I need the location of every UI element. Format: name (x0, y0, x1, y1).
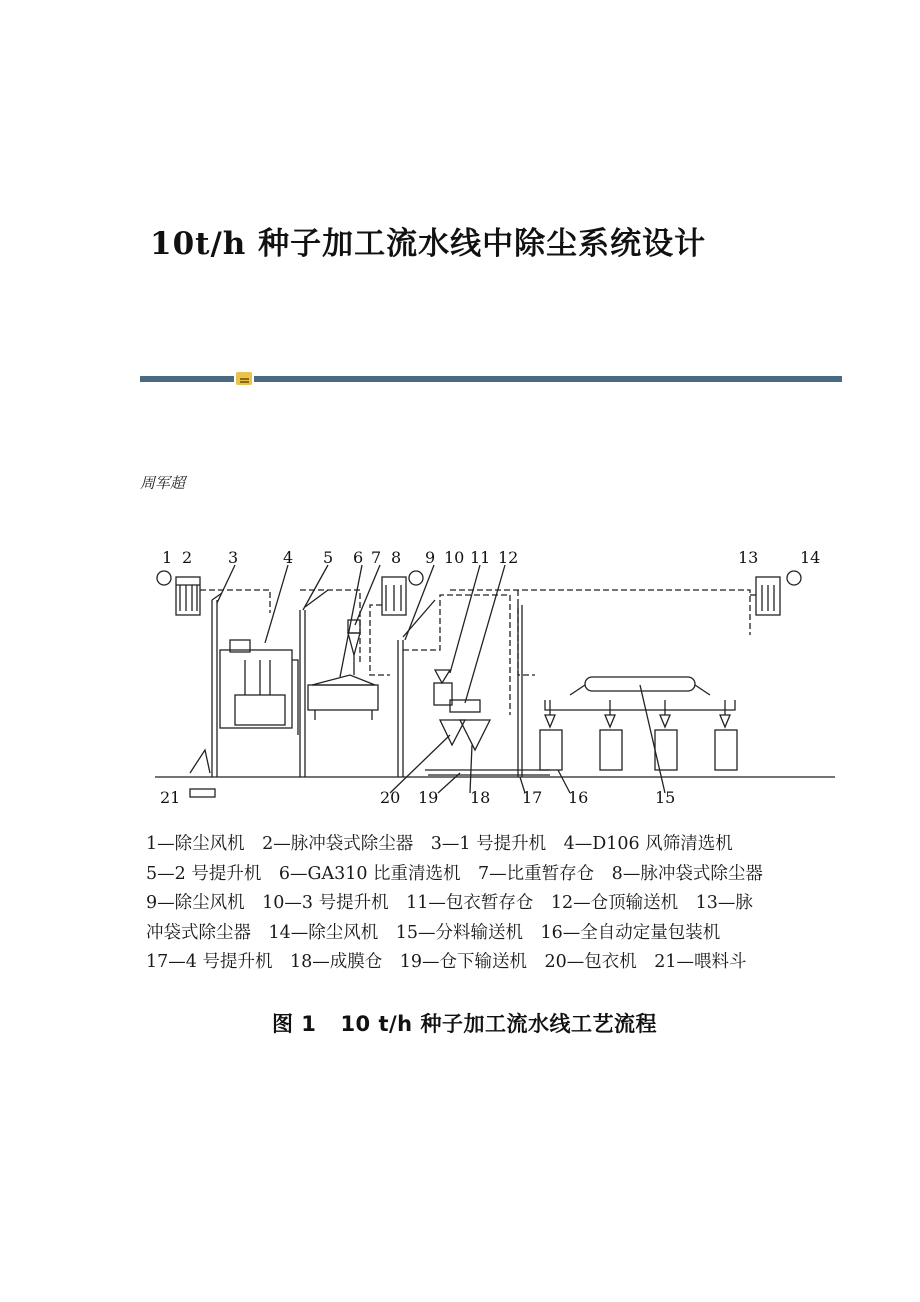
legend-line: 5—2 号提升机 6—GA310 比重清选机 7—比重暂存仓 8—脉冲袋式除尘器 (146, 863, 763, 884)
title-divider (140, 375, 842, 383)
callout-8: 8 (391, 548, 402, 567)
divider-badge-icon (236, 372, 252, 385)
legend-line: 1—除尘风机 2—脉冲袋式除尘器 3—1 号提升机 4—D106 风筛清选机 (146, 834, 733, 854)
callout-10: 10 (444, 548, 465, 567)
callout-2: 2 (182, 548, 193, 567)
callout-12: 12 (498, 548, 519, 567)
document-title: 10t/h 种子加工流水线中除尘系统设计 (150, 226, 707, 262)
callout-7: 7 (371, 548, 382, 567)
caption-text: 10 t/h 种子加工流水线工艺流程 (340, 1012, 657, 1036)
callout-9: 9 (425, 548, 436, 567)
callout-21: 21 (160, 788, 181, 807)
author-name: 周军超 (140, 474, 186, 492)
callout-18: 18 (470, 788, 491, 807)
process-flow-diagram (150, 545, 840, 810)
figure-legend (146, 830, 836, 978)
callout-15: 15 (655, 788, 676, 807)
callout-16: 16 (568, 788, 589, 807)
legend-line: 17—4 号提升机 18—成膜仓 19—仓下输送机 20—包衣机 21—喂料斗 (146, 952, 747, 972)
callout-17: 17 (522, 788, 543, 807)
divider-bar-left (140, 376, 234, 382)
callout-19: 19 (418, 788, 439, 807)
callout-4: 4 (283, 548, 294, 567)
legend-line: 9—除尘风机 10—3 号提升机 11—包衣暂存仓 12—仓顶输送机 13—脉 (146, 893, 753, 913)
callout-13: 13 (738, 548, 759, 567)
callout-1: 1 (162, 548, 173, 567)
callout-3: 3 (228, 548, 239, 567)
divider-bar-right (254, 376, 842, 382)
figure-caption (272, 1008, 657, 1038)
callout-5: 5 (323, 548, 334, 567)
callout-14: 14 (800, 548, 821, 567)
caption-number: 图 1 (272, 1012, 317, 1036)
callout-6: 6 (353, 548, 364, 567)
legend-line: 冲袋式除尘器 14—除尘风机 15—分料输送机 16—全自动定量包装机 (146, 922, 721, 943)
callout-11: 11 (470, 548, 491, 567)
callout-20: 20 (380, 788, 401, 807)
